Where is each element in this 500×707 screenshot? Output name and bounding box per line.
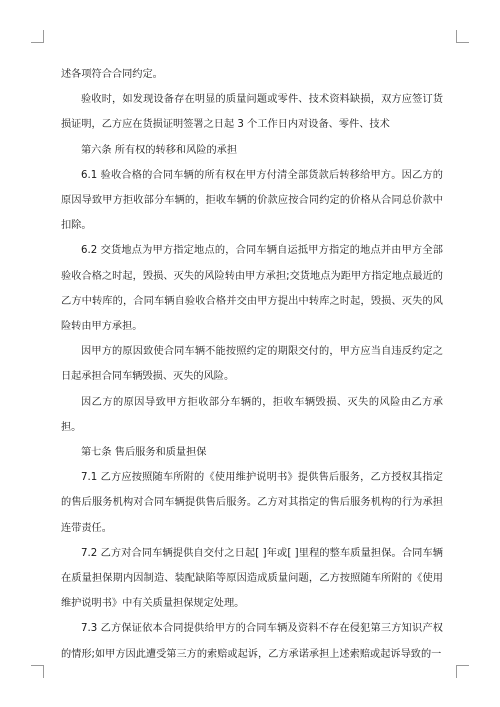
paragraph: 因乙方的原因导致甲方拒收部分车辆的，拒收车辆毁损、灭失的风险由乙方承担。 xyxy=(61,396,443,433)
crop-mark-bottom-right xyxy=(456,665,469,678)
paragraph: 7.1 乙方应按照随车所附的《使用维护说明书》提供售后服务，乙方授权其指定的售后服务机构对合同车辆提供售后服务。乙方对其指定的售后服务机构的行为承担连带责任。 xyxy=(61,472,443,534)
paragraph: 6.2 交货地点为甲方指定地点的，合同车辆自运抵甲方指定的地点并由甲方全部验收合格之时起，毁损、灭失的风险转由甲方承担;交货地点为距甲方指定地点最近的乙方中转库的，合同车辆自验收合格并交由甲方提出中转库之时起，毁损、灭失的风险转由甲方承担。 xyxy=(61,245,443,333)
crop-mark-bottom-left xyxy=(31,665,44,678)
paragraph: 6.1 验收合格的合同车辆的所有权在甲方付清全部货款后转移给甲方。因乙方的原因导致甲方拒收部分车辆的，拒收车辆的价款应按合同约定的价格从合同总价款中扣除。 xyxy=(61,169,443,232)
crop-mark-top-right xyxy=(456,30,469,43)
document-body xyxy=(61,62,443,667)
section-heading: 第七条 售后服务和质量担保 xyxy=(81,447,207,459)
paragraph: 因甲方的原因致使合同车辆不能按照约定的期限交付的，甲方应当自违反约定之日起承担合同车辆毁损、灭失的风险。 xyxy=(61,346,443,383)
paragraph: 述各项符合合同约定。 xyxy=(61,69,163,80)
paragraph: 验收时，如发现设备存在明显的质量问题或零件、技术资料缺损，双方应签订货损证明，乙方应在货损证明签署之日起 3 个工作日内对设备、零件、技术 xyxy=(61,94,443,131)
paragraph: 7.3 乙方保证依本合同提供给甲方的合同车辆及资料不存在侵犯第三方知识产权的情形;如甲方因此遭受第三方的索赔或起诉，乙方承诺承担上述索赔或起诉导致的一 xyxy=(61,623,443,660)
paragraph: 7.2 乙方对合同车辆提供自交付之日起[ ]年或[ ]里程的整车质量担保。合同车辆在质量担保期内因制造、装配缺陷等原因造成质量问题，乙方按照随车所附的《使用维护说明书》中有关质量担保规定处理。 xyxy=(61,547,443,610)
crop-mark-top-left xyxy=(31,30,44,43)
section-heading: 第六条 所有权的转移和风险的承担 xyxy=(81,144,238,156)
